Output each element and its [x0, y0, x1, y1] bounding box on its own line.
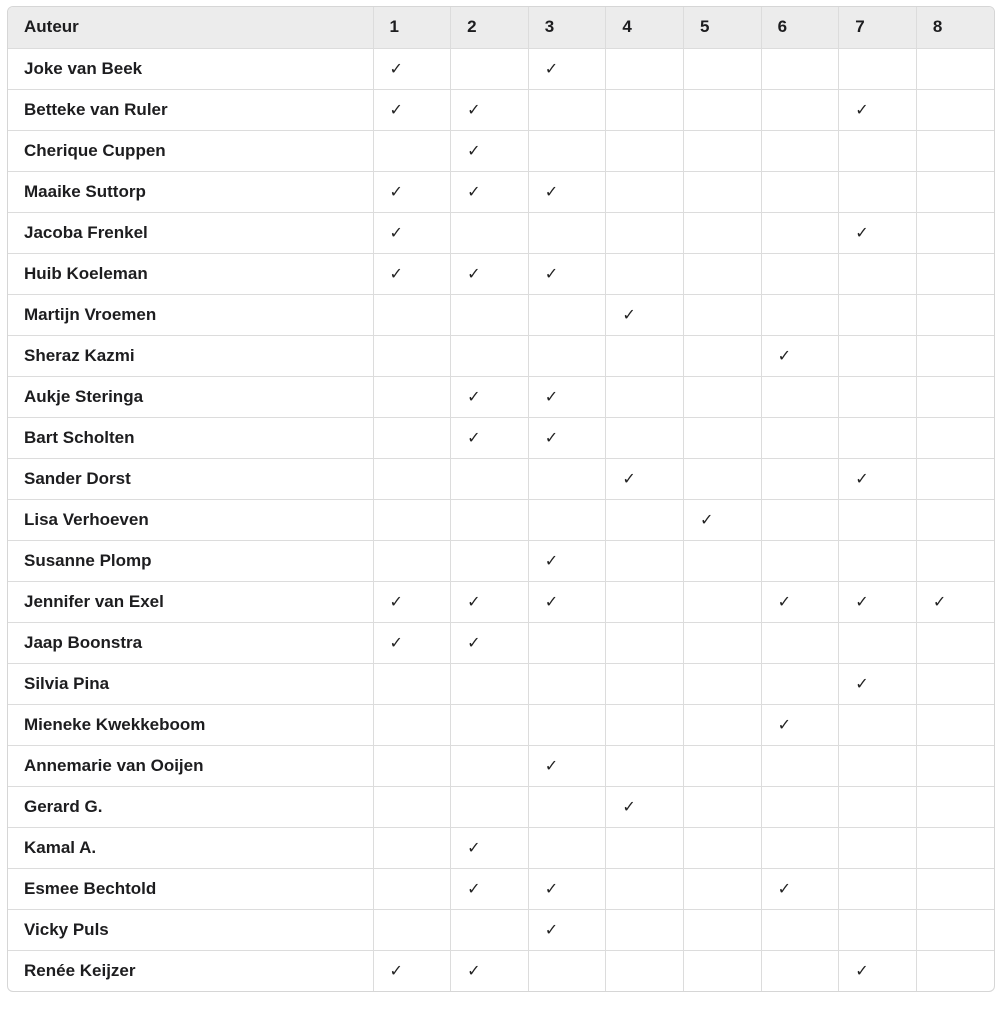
empty-cell — [916, 171, 994, 212]
checkmark-icon: ✓ — [544, 551, 559, 570]
empty-cell — [916, 622, 994, 663]
empty-cell — [839, 868, 917, 909]
checkmark-cell — [373, 48, 451, 89]
checkmark-icon: ✓ — [389, 264, 403, 283]
empty-cell — [839, 130, 917, 171]
empty-cell — [373, 417, 451, 458]
empty-cell — [761, 622, 839, 663]
empty-cell — [684, 950, 762, 991]
table-row — [8, 335, 994, 376]
empty-cell — [373, 704, 451, 745]
empty-cell — [839, 335, 917, 376]
author-name-cell: Vicky Puls — [8, 909, 373, 950]
empty-cell — [916, 745, 994, 786]
empty-cell — [606, 909, 684, 950]
empty-cell — [916, 294, 994, 335]
checkmark-cell — [451, 417, 529, 458]
empty-cell — [684, 48, 762, 89]
checkmark-cell — [839, 89, 917, 130]
table-row — [8, 376, 994, 417]
checkmark-cell — [839, 663, 917, 704]
checkmark-cell — [839, 581, 917, 622]
empty-cell — [373, 458, 451, 499]
empty-cell — [528, 458, 606, 499]
table-row — [8, 786, 994, 827]
empty-cell — [684, 335, 762, 376]
author-name-cell: Kamal A. — [8, 827, 373, 868]
author-name-cell: Jaap Boonstra — [8, 622, 373, 663]
checkmark-icon: ✓ — [544, 182, 559, 201]
empty-cell — [839, 294, 917, 335]
checkmark-cell — [451, 868, 529, 909]
empty-cell — [761, 171, 839, 212]
empty-cell — [916, 663, 994, 704]
checkmark-icon: ✓ — [544, 756, 559, 775]
column-header-4: 4 — [606, 7, 684, 48]
checkmark-icon: ✓ — [467, 961, 481, 981]
checkmark-icon: ✓ — [467, 182, 481, 201]
checkmark-icon: ✓ — [389, 633, 403, 652]
checkmark-cell — [451, 581, 529, 622]
empty-cell — [916, 499, 994, 540]
column-header-author: Auteur — [8, 7, 373, 48]
table-row — [8, 827, 994, 868]
empty-cell — [451, 745, 529, 786]
column-header-7: 7 — [839, 7, 917, 48]
checkmark-icon: ✓ — [467, 428, 481, 447]
checkmark-icon: ✓ — [389, 592, 403, 611]
empty-cell — [684, 130, 762, 171]
table-row — [8, 253, 994, 294]
table-row — [8, 581, 994, 622]
empty-cell — [684, 376, 762, 417]
table-row — [8, 417, 994, 458]
checkmark-cell — [528, 581, 606, 622]
checkmark-cell — [606, 294, 684, 335]
empty-cell — [684, 417, 762, 458]
checkmark-icon: ✓ — [467, 141, 481, 160]
empty-cell — [839, 48, 917, 89]
author-name-cell: Sheraz Kazmi — [8, 335, 373, 376]
empty-cell — [839, 622, 917, 663]
empty-cell — [761, 417, 839, 458]
column-header-8: 8 — [916, 7, 994, 48]
checkmark-cell — [373, 212, 451, 253]
checkmark-icon: ✓ — [777, 715, 792, 734]
empty-cell — [684, 581, 762, 622]
table-row — [8, 130, 994, 171]
checkmark-cell — [528, 540, 606, 581]
empty-cell — [606, 48, 684, 89]
author-name-cell: Maaike Suttorp — [8, 171, 373, 212]
empty-cell — [684, 909, 762, 950]
author-name-cell: Cherique Cuppen — [8, 130, 373, 171]
empty-cell — [916, 253, 994, 294]
empty-cell — [606, 622, 684, 663]
table-row — [8, 212, 994, 253]
table-row — [8, 540, 994, 581]
empty-cell — [606, 130, 684, 171]
empty-cell — [761, 950, 839, 991]
empty-cell — [761, 89, 839, 130]
checkmark-cell — [528, 171, 606, 212]
checkmark-icon: ✓ — [932, 592, 947, 611]
empty-cell — [373, 499, 451, 540]
empty-cell — [761, 663, 839, 704]
checkmark-cell — [761, 335, 839, 376]
empty-cell — [839, 786, 917, 827]
empty-cell — [684, 212, 762, 253]
empty-cell — [839, 171, 917, 212]
empty-cell — [373, 827, 451, 868]
empty-cell — [373, 868, 451, 909]
column-header-5: 5 — [684, 7, 762, 48]
empty-cell — [684, 622, 762, 663]
empty-cell — [528, 130, 606, 171]
empty-cell — [451, 663, 529, 704]
empty-cell — [761, 48, 839, 89]
empty-cell — [528, 704, 606, 745]
header-row — [8, 7, 994, 48]
empty-cell — [373, 335, 451, 376]
checkmark-cell — [451, 89, 529, 130]
empty-cell — [916, 212, 994, 253]
empty-cell — [916, 130, 994, 171]
checkmark-icon: ✓ — [855, 961, 869, 981]
empty-cell — [373, 909, 451, 950]
empty-cell — [528, 294, 606, 335]
empty-cell — [606, 417, 684, 458]
checkmark-icon: ✓ — [389, 182, 403, 201]
empty-cell — [373, 745, 451, 786]
checkmark-icon: ✓ — [389, 59, 403, 78]
empty-cell — [761, 827, 839, 868]
empty-cell — [606, 171, 684, 212]
author-name-cell: Jacoba Frenkel — [8, 212, 373, 253]
column-header-2: 2 — [451, 7, 529, 48]
checkmark-cell — [606, 458, 684, 499]
empty-cell — [684, 868, 762, 909]
checkmark-icon: ✓ — [389, 100, 403, 119]
empty-cell — [916, 950, 994, 991]
checkmark-cell — [451, 827, 529, 868]
table-row — [8, 950, 994, 991]
empty-cell — [684, 89, 762, 130]
checkmark-cell — [761, 581, 839, 622]
empty-cell — [761, 458, 839, 499]
empty-cell — [761, 499, 839, 540]
checkmark-cell — [373, 171, 451, 212]
empty-cell — [528, 499, 606, 540]
empty-cell — [373, 663, 451, 704]
author-name-cell: Betteke van Ruler — [8, 89, 373, 130]
empty-cell — [761, 212, 839, 253]
checkmark-cell — [451, 950, 529, 991]
author-name-cell: Jennifer van Exel — [8, 581, 373, 622]
column-header-1: 1 — [373, 7, 451, 48]
checkmark-cell — [528, 253, 606, 294]
empty-cell — [684, 704, 762, 745]
empty-cell — [916, 417, 994, 458]
checkmark-icon: ✓ — [544, 592, 559, 611]
table-row — [8, 171, 994, 212]
empty-cell — [684, 663, 762, 704]
author-name-cell: Esmee Bechtold — [8, 868, 373, 909]
empty-cell — [684, 171, 762, 212]
checkmark-cell — [528, 48, 606, 89]
empty-cell — [373, 376, 451, 417]
checkmark-icon: ✓ — [700, 510, 714, 529]
checkmark-icon: ✓ — [389, 961, 403, 981]
checkmark-icon: ✓ — [855, 223, 869, 242]
empty-cell — [606, 335, 684, 376]
empty-cell — [606, 376, 684, 417]
checkmark-icon: ✓ — [467, 592, 481, 611]
checkmark-icon: ✓ — [855, 100, 869, 119]
checkmark-icon: ✓ — [855, 469, 869, 488]
author-name-cell: Mieneke Kwekkeboom — [8, 704, 373, 745]
checkmark-icon: ✓ — [777, 879, 792, 898]
empty-cell — [373, 786, 451, 827]
empty-cell — [451, 212, 529, 253]
empty-cell — [839, 540, 917, 581]
empty-cell — [451, 704, 529, 745]
table-row — [8, 89, 994, 130]
empty-cell — [839, 417, 917, 458]
author-name-cell: Martijn Vroemen — [8, 294, 373, 335]
empty-cell — [606, 540, 684, 581]
checkmark-icon: ✓ — [467, 879, 481, 898]
checkmark-icon: ✓ — [467, 633, 481, 652]
checkmark-cell — [528, 868, 606, 909]
empty-cell — [451, 335, 529, 376]
empty-cell — [684, 745, 762, 786]
empty-cell — [761, 540, 839, 581]
empty-cell — [528, 950, 606, 991]
author-name-cell: Joke van Beek — [8, 48, 373, 89]
checkmark-cell — [761, 704, 839, 745]
checkmark-cell — [839, 950, 917, 991]
author-table-container — [7, 6, 995, 992]
empty-cell — [916, 48, 994, 89]
empty-cell — [606, 745, 684, 786]
checkmark-cell — [373, 253, 451, 294]
empty-cell — [839, 253, 917, 294]
empty-cell — [761, 786, 839, 827]
empty-cell — [839, 827, 917, 868]
checkmark-cell — [684, 499, 762, 540]
checkmark-icon: ✓ — [467, 264, 481, 283]
checkmark-cell — [528, 417, 606, 458]
empty-cell — [916, 89, 994, 130]
checkmark-icon: ✓ — [544, 59, 559, 78]
author-name-cell: Silvia Pina — [8, 663, 373, 704]
empty-cell — [451, 499, 529, 540]
checkmark-icon: ✓ — [389, 223, 403, 242]
table-row — [8, 622, 994, 663]
checkmark-cell — [916, 581, 994, 622]
empty-cell — [606, 868, 684, 909]
empty-cell — [528, 89, 606, 130]
checkmark-cell — [528, 376, 606, 417]
checkmark-cell — [606, 786, 684, 827]
table-body — [8, 48, 994, 991]
checkmark-cell — [373, 89, 451, 130]
empty-cell — [451, 294, 529, 335]
checkmark-cell — [451, 130, 529, 171]
empty-cell — [606, 827, 684, 868]
empty-cell — [451, 909, 529, 950]
empty-cell — [684, 458, 762, 499]
checkmark-cell — [528, 909, 606, 950]
checkmark-cell — [373, 950, 451, 991]
empty-cell — [916, 540, 994, 581]
empty-cell — [839, 745, 917, 786]
checkmark-icon: ✓ — [777, 592, 792, 611]
checkmark-icon: ✓ — [855, 592, 869, 611]
empty-cell — [528, 827, 606, 868]
checkmark-cell — [451, 171, 529, 212]
table-row — [8, 48, 994, 89]
empty-cell — [606, 663, 684, 704]
author-name-cell: Sander Dorst — [8, 458, 373, 499]
empty-cell — [916, 909, 994, 950]
empty-cell — [528, 212, 606, 253]
empty-cell — [916, 335, 994, 376]
empty-cell — [916, 868, 994, 909]
empty-cell — [606, 89, 684, 130]
empty-cell — [761, 376, 839, 417]
table-row — [8, 704, 994, 745]
empty-cell — [684, 294, 762, 335]
empty-cell — [761, 294, 839, 335]
empty-cell — [839, 909, 917, 950]
checkmark-icon: ✓ — [467, 838, 481, 857]
empty-cell — [684, 253, 762, 294]
empty-cell — [451, 540, 529, 581]
empty-cell — [916, 704, 994, 745]
author-name-cell: Renée Keijzer — [8, 950, 373, 991]
empty-cell — [606, 212, 684, 253]
table-row — [8, 663, 994, 704]
table-row — [8, 499, 994, 540]
author-name-cell: Lisa Verhoeven — [8, 499, 373, 540]
empty-cell — [839, 499, 917, 540]
checkmark-cell — [373, 622, 451, 663]
empty-cell — [373, 294, 451, 335]
empty-cell — [916, 786, 994, 827]
empty-cell — [839, 704, 917, 745]
checkmark-icon: ✓ — [467, 100, 481, 119]
empty-cell — [761, 909, 839, 950]
empty-cell — [373, 540, 451, 581]
empty-cell — [451, 48, 529, 89]
checkmark-cell — [373, 581, 451, 622]
empty-cell — [684, 827, 762, 868]
table-row — [8, 868, 994, 909]
empty-cell — [606, 950, 684, 991]
checkmark-cell — [839, 212, 917, 253]
author-name-cell: Bart Scholten — [8, 417, 373, 458]
checkmark-cell — [528, 745, 606, 786]
checkmark-icon: ✓ — [622, 305, 636, 324]
author-name-cell: Huib Koeleman — [8, 253, 373, 294]
checkmark-icon: ✓ — [855, 674, 869, 693]
checkmark-cell — [451, 622, 529, 663]
author-name-cell: Annemarie van Ooijen — [8, 745, 373, 786]
empty-cell — [606, 581, 684, 622]
author-name-cell: Gerard G. — [8, 786, 373, 827]
checkmark-icon: ✓ — [544, 264, 559, 283]
checkmark-icon: ✓ — [467, 387, 481, 406]
empty-cell — [528, 663, 606, 704]
empty-cell — [528, 335, 606, 376]
author-name-cell: Aukje Steringa — [8, 376, 373, 417]
checkmark-cell — [451, 376, 529, 417]
empty-cell — [916, 376, 994, 417]
author-name-cell: Susanne Plomp — [8, 540, 373, 581]
empty-cell — [373, 130, 451, 171]
column-header-3: 3 — [528, 7, 606, 48]
empty-cell — [684, 540, 762, 581]
checkmark-icon: ✓ — [544, 879, 559, 898]
author-table — [8, 7, 994, 991]
table-row — [8, 294, 994, 335]
empty-cell — [916, 458, 994, 499]
table-row — [8, 458, 994, 499]
table-row — [8, 909, 994, 950]
empty-cell — [451, 786, 529, 827]
checkmark-cell — [761, 868, 839, 909]
empty-cell — [761, 745, 839, 786]
empty-cell — [761, 253, 839, 294]
empty-cell — [839, 376, 917, 417]
checkmark-icon: ✓ — [544, 387, 559, 406]
empty-cell — [684, 786, 762, 827]
empty-cell — [606, 704, 684, 745]
empty-cell — [451, 458, 529, 499]
empty-cell — [528, 622, 606, 663]
empty-cell — [606, 253, 684, 294]
checkmark-cell — [451, 253, 529, 294]
checkmark-cell — [839, 458, 917, 499]
checkmark-icon: ✓ — [622, 797, 636, 816]
empty-cell — [606, 499, 684, 540]
empty-cell — [761, 130, 839, 171]
column-header-6: 6 — [761, 7, 839, 48]
checkmark-icon: ✓ — [544, 920, 559, 939]
empty-cell — [916, 827, 994, 868]
checkmark-icon: ✓ — [622, 469, 636, 488]
table-row — [8, 745, 994, 786]
empty-cell — [528, 786, 606, 827]
checkmark-icon: ✓ — [777, 346, 792, 365]
checkmark-icon: ✓ — [544, 428, 559, 447]
